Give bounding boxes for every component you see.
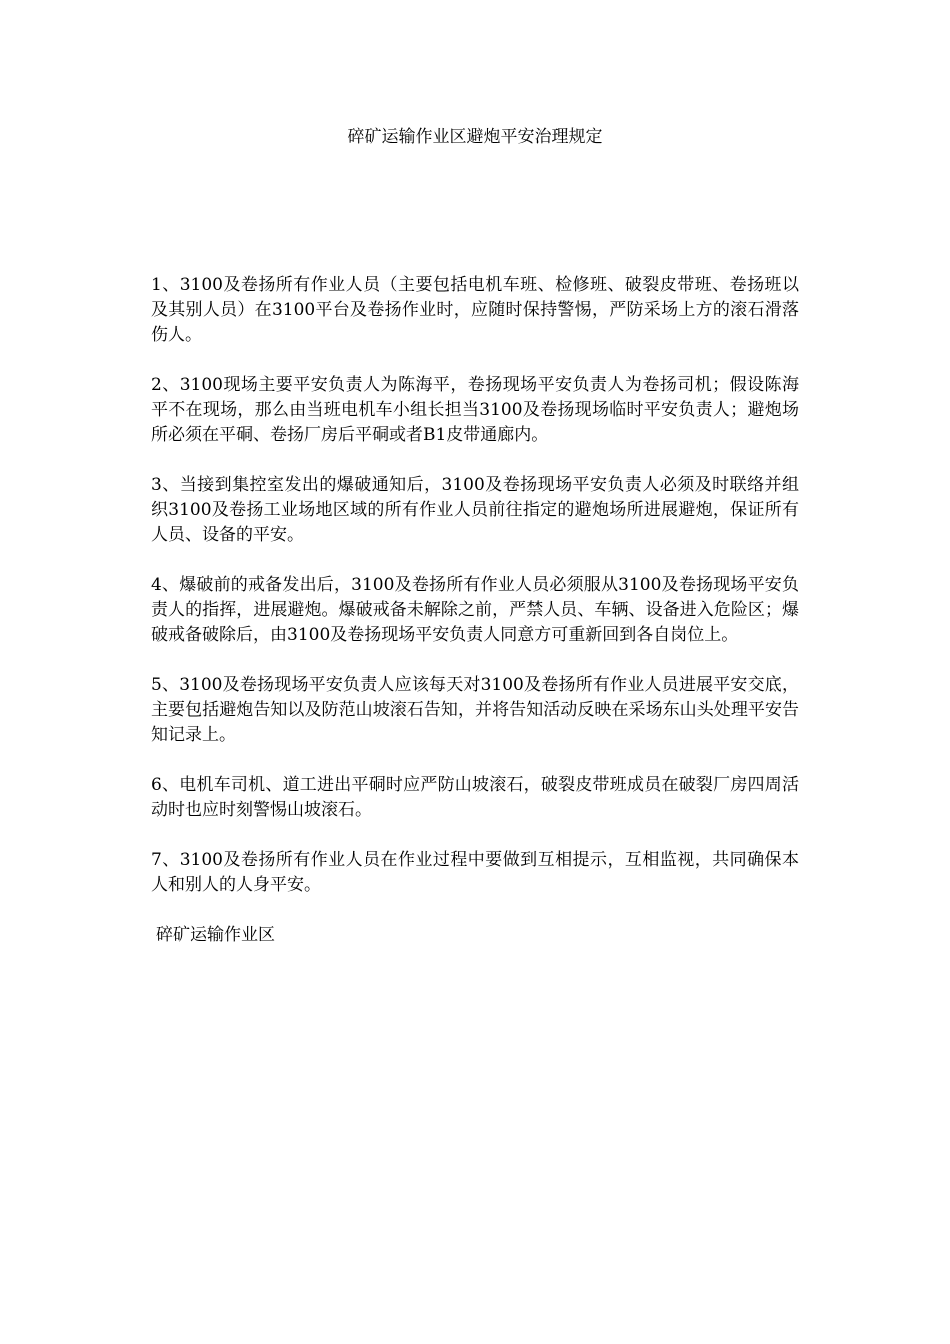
- paragraph-4: 4、爆破前的戒备发出后，3100及卷扬所有作业人员必须服从3100及卷扬现场平安负责人的指挥，进展避炮。爆破戒备未解除之前，严禁人员、车辆、设备进入危险区；爆破戒备破除后，由3100及卷扬现场平安负责人同意方可重新回到各自岗位上。: [151, 575, 799, 645]
- paragraph-3: 3、当接到集控室发出的爆破通知后，3100及卷扬现场平安负责人必须及时联络并组织3100及卷扬工业场地区域的所有作业人员前往指定的避炮场所进展避炮，保证所有人员、设备的平安。: [151, 475, 799, 545]
- paragraph-7: 7、3100及卷扬所有作业人员在作业过程中要做到互相提示，互相监视，共同确保本人和别人的人身平安。: [151, 850, 799, 895]
- paragraph-5: 5、3100及卷扬现场平安负责人应该每天对3100及卷扬所有作业人员进展平安交底，主要包括避炮告知以及防范山坡滚石告知，并将告知活动反映在采场东山头处理平安告知记录上。: [151, 675, 799, 745]
- document-body: [151, 273, 799, 948]
- paragraph-6: 6、电机车司机、道工进出平硐时应严防山坡滚石，破裂皮带班成员在破裂厂房四周活动时也应时刻警惕山坡滚石。: [151, 775, 799, 820]
- signature-department: 碎矿运输作业区: [156, 925, 275, 945]
- document-title: 碎矿运输作业区避炮平安治理规定: [347, 127, 603, 147]
- paragraph-1: 1、3100及卷扬所有作业人员（主要包括电机车班、检修班、破裂皮带班、卷扬班以及其别人员）在3100平台及卷扬作业时，应随时保持警惕，严防采场上方的滚石滑落伤人。: [151, 275, 799, 345]
- paragraph-2: 2、3100现场主要平安负责人为陈海平，卷扬现场平安负责人为卷扬司机；假设陈海平不在现场，那么由当班电机车小组长担当3100及卷扬现场临时平安负责人；避炮场所必须在平硐、卷扬厂房后平硐或者B1皮带通廊内。: [151, 375, 799, 445]
